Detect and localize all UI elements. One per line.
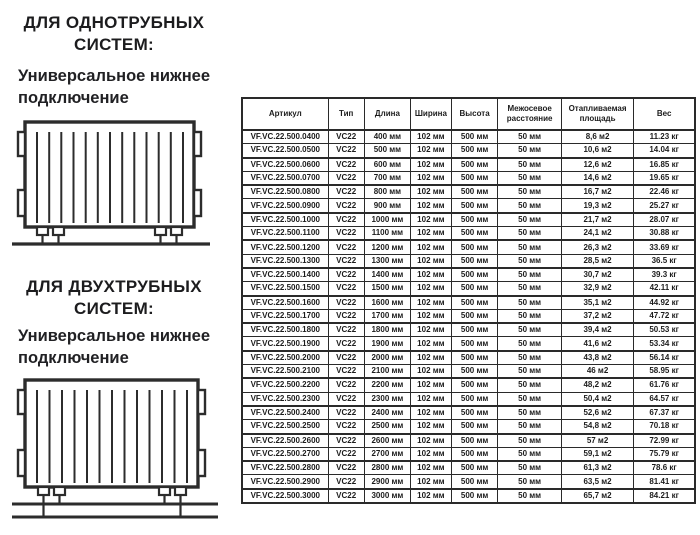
table-cell: 50 мм [498, 392, 561, 406]
table-cell: 28.07 кг [634, 213, 695, 227]
table-cell: 64.57 кг [634, 392, 695, 406]
table-cell: 50 мм [498, 337, 561, 351]
table-cell: 32,9 м2 [561, 282, 633, 296]
table-cell: 50 мм [498, 199, 561, 213]
table-cell: 1900 мм [364, 337, 410, 351]
table-cell: 47.72 кг [634, 309, 695, 323]
table-cell: 500 мм [451, 461, 498, 475]
column-header: Межосевое расстояние [498, 98, 561, 130]
table-cell: 500 мм [451, 130, 498, 144]
sidebar [0, 0, 240, 535]
table-cell: 11.23 кг [634, 130, 695, 144]
table-cell: 16,7 м2 [561, 185, 633, 199]
column-header: Тип [328, 98, 364, 130]
table-cell: 50 мм [498, 130, 561, 144]
table-cell: 900 мм [364, 199, 410, 213]
table-cell: 67.37 кг [634, 406, 695, 420]
table-cell: 2200 мм [364, 378, 410, 392]
table-cell: 50 мм [498, 296, 561, 310]
radiator-single-pipe-diagram [12, 116, 214, 250]
table-cell: VC22 [328, 130, 364, 144]
table-cell: 500 мм [451, 213, 498, 227]
table-cell: 800 мм [364, 185, 410, 199]
table-cell: 102 мм [411, 406, 452, 420]
table-cell: 50 мм [498, 406, 561, 420]
table-cell: VF.VC.22.500.2600 [242, 434, 328, 448]
table-cell: VC22 [328, 337, 364, 351]
table-row [242, 254, 695, 268]
table-cell: 50 мм [498, 268, 561, 282]
table-cell: VC22 [328, 199, 364, 213]
table-row [242, 268, 695, 282]
table-cell: VF.VC.22.500.2500 [242, 420, 328, 434]
table-cell: 102 мм [411, 434, 452, 448]
table-cell: 30.88 кг [634, 227, 695, 241]
table-cell: 50 мм [498, 213, 561, 227]
table-row [242, 365, 695, 379]
table-cell: 400 мм [364, 130, 410, 144]
table-cell: 78.6 кг [634, 461, 695, 475]
table-cell: VC22 [328, 447, 364, 461]
table-cell: 50 мм [498, 378, 561, 392]
table-cell: VC22 [328, 323, 364, 337]
table-cell: 50 мм [498, 171, 561, 185]
table-cell: 500 мм [451, 365, 498, 379]
table-cell: 102 мм [411, 378, 452, 392]
table-cell: 65,7 м2 [561, 489, 633, 503]
table-cell: 500 мм [451, 171, 498, 185]
table-row [242, 434, 695, 448]
table-cell: 2900 мм [364, 475, 410, 489]
table-cell: 102 мм [411, 282, 452, 296]
table-cell: 2100 мм [364, 365, 410, 379]
table-cell: 2800 мм [364, 461, 410, 475]
table-cell: VF.VC.22.500.3000 [242, 489, 328, 503]
table-cell: VF.VC.22.500.1400 [242, 268, 328, 282]
table-cell: 50 мм [498, 489, 561, 503]
table-cell: 42.11 кг [634, 282, 695, 296]
table-cell: 50,4 м2 [561, 392, 633, 406]
table-cell: 1100 мм [364, 227, 410, 241]
table-cell: VF.VC.22.500.2300 [242, 392, 328, 406]
table-cell: 102 мм [411, 461, 452, 475]
table-cell: 39,4 м2 [561, 323, 633, 337]
table-cell: VF.VC.22.500.2100 [242, 365, 328, 379]
table-row [242, 475, 695, 489]
table-row [242, 282, 695, 296]
table-row [242, 144, 695, 158]
table-cell: VF.VC.22.500.0500 [242, 144, 328, 158]
table-cell: 1700 мм [364, 309, 410, 323]
table-cell: 102 мм [411, 489, 452, 503]
table-cell: VF.VC.22.500.0800 [242, 185, 328, 199]
column-header: Длина [364, 98, 410, 130]
column-header: Артикул [242, 98, 328, 130]
table-cell: VC22 [328, 420, 364, 434]
table-cell: 61,3 м2 [561, 461, 633, 475]
table-cell: VF.VC.22.500.1700 [242, 309, 328, 323]
column-header: Отапливаемая площадь [561, 98, 633, 130]
table-cell: 19.65 кг [634, 171, 695, 185]
table-cell: VF.VC.22.500.2200 [242, 378, 328, 392]
table-row [242, 296, 695, 310]
table-cell: 50 мм [498, 420, 561, 434]
table-cell: 57 м2 [561, 434, 633, 448]
table-cell: VC22 [328, 213, 364, 227]
table-cell: 50 мм [498, 282, 561, 296]
table-cell: VC22 [328, 365, 364, 379]
table-cell: 50.53 кг [634, 323, 695, 337]
table-cell: 2300 мм [364, 392, 410, 406]
table-cell: 50 мм [498, 309, 561, 323]
table-cell: 102 мм [411, 185, 452, 199]
table-cell: 2500 мм [364, 420, 410, 434]
table-cell: 500 мм [451, 268, 498, 282]
table-cell: 50 мм [498, 447, 561, 461]
table-cell: VC22 [328, 309, 364, 323]
table-cell: 500 мм [451, 392, 498, 406]
table-cell: 500 мм [451, 199, 498, 213]
table-cell: 1600 мм [364, 296, 410, 310]
table-cell: 33.69 кг [634, 240, 695, 254]
table-cell: VF.VC.22.500.1200 [242, 240, 328, 254]
table-cell: 39.3 кг [634, 268, 695, 282]
table-row [242, 227, 695, 241]
table-row [242, 171, 695, 185]
table-cell: 50 мм [498, 254, 561, 268]
column-header: Ширина [411, 98, 452, 130]
table-cell: 102 мм [411, 240, 452, 254]
table-cell: 26,3 м2 [561, 240, 633, 254]
table-cell: VF.VC.22.500.0400 [242, 130, 328, 144]
table-cell: 37,2 м2 [561, 309, 633, 323]
table-cell: 500 мм [451, 434, 498, 448]
table-cell: 500 мм [451, 447, 498, 461]
table-cell: VF.VC.22.500.2700 [242, 447, 328, 461]
table-cell: VC22 [328, 185, 364, 199]
table-cell: 102 мм [411, 254, 452, 268]
table-cell: 50 мм [498, 240, 561, 254]
table-cell: 500 мм [451, 420, 498, 434]
table-row [242, 337, 695, 351]
table-cell: 500 мм [451, 240, 498, 254]
table-cell: 50 мм [498, 461, 561, 475]
table-row [242, 199, 695, 213]
table-cell: 8,6 м2 [561, 130, 633, 144]
table-row [242, 213, 695, 227]
table-cell: 35,1 м2 [561, 296, 633, 310]
table-cell: VF.VC.22.500.0600 [242, 158, 328, 172]
table-cell: 102 мм [411, 227, 452, 241]
table-cell: VF.VC.22.500.2800 [242, 461, 328, 475]
table-cell: VC22 [328, 240, 364, 254]
table-cell: VC22 [328, 158, 364, 172]
table-cell: 1500 мм [364, 282, 410, 296]
table-cell: 50 мм [498, 185, 561, 199]
table-cell: VF.VC.22.500.2400 [242, 406, 328, 420]
table-cell: VC22 [328, 144, 364, 158]
table-cell: 54,8 м2 [561, 420, 633, 434]
spec-table [241, 97, 696, 504]
section-heading-two-pipe: ДЛЯ ДВУХТРУБНЫХ СИСТЕМ: [26, 277, 202, 319]
table-cell: 500 мм [451, 158, 498, 172]
table-cell: 43,8 м2 [561, 351, 633, 365]
table-cell: VC22 [328, 282, 364, 296]
table-cell: VC22 [328, 268, 364, 282]
table-row [242, 158, 695, 172]
table-cell: 500 мм [451, 351, 498, 365]
table-row [242, 392, 695, 406]
table-cell: 63,5 м2 [561, 475, 633, 489]
table-cell: 102 мм [411, 268, 452, 282]
table-cell: 44.92 кг [634, 296, 695, 310]
table-cell: VF.VC.22.500.1600 [242, 296, 328, 310]
table-cell: 14.04 кг [634, 144, 695, 158]
table-cell: VF.VC.22.500.1900 [242, 337, 328, 351]
table-cell: 700 мм [364, 171, 410, 185]
table-cell: 500 мм [451, 227, 498, 241]
table-row [242, 447, 695, 461]
table-cell: 28,5 м2 [561, 254, 633, 268]
table-cell: VF.VC.22.500.0700 [242, 171, 328, 185]
table-cell: 84.21 кг [634, 489, 695, 503]
table-cell: 36.5 кг [634, 254, 695, 268]
table-cell: 102 мм [411, 213, 452, 227]
table-cell: VC22 [328, 475, 364, 489]
table-cell: 25.27 кг [634, 199, 695, 213]
table-cell: 102 мм [411, 199, 452, 213]
table-cell: VC22 [328, 254, 364, 268]
table-cell: VC22 [328, 351, 364, 365]
table-row [242, 309, 695, 323]
table-header-row [242, 98, 695, 130]
table-cell: VF.VC.22.500.1500 [242, 282, 328, 296]
table-cell: 102 мм [411, 365, 452, 379]
table-cell: 21,7 м2 [561, 213, 633, 227]
table-cell: VF.VC.22.500.1800 [242, 323, 328, 337]
table-cell: 22.46 кг [634, 185, 695, 199]
table-cell: 50 мм [498, 158, 561, 172]
table-cell: VF.VC.22.500.1100 [242, 227, 328, 241]
table-cell: VF.VC.22.500.1000 [242, 213, 328, 227]
table-cell: 1200 мм [364, 240, 410, 254]
table-cell: 500 мм [451, 185, 498, 199]
table-cell: VF.VC.22.500.2900 [242, 475, 328, 489]
table-cell: 102 мм [411, 144, 452, 158]
table-cell: 58.95 кг [634, 365, 695, 379]
table-cell: 500 мм [451, 309, 498, 323]
table-cell: 102 мм [411, 296, 452, 310]
table-cell: 56.14 кг [634, 351, 695, 365]
table-cell: 61.76 кг [634, 378, 695, 392]
table-cell: VF.VC.22.500.0900 [242, 199, 328, 213]
table-row [242, 130, 695, 144]
spec-table-head [242, 98, 695, 130]
table-cell: VC22 [328, 392, 364, 406]
table-cell: 102 мм [411, 158, 452, 172]
table-cell: 500 мм [451, 406, 498, 420]
table-cell: 500 мм [451, 489, 498, 503]
table-cell: 72.99 кг [634, 434, 695, 448]
table-cell: 14,6 м2 [561, 171, 633, 185]
table-cell: 50 мм [498, 323, 561, 337]
table-cell: 500 мм [451, 144, 498, 158]
table-cell: VC22 [328, 378, 364, 392]
table-cell: 500 мм [451, 378, 498, 392]
column-header: Высота [451, 98, 498, 130]
table-cell: 16.85 кг [634, 158, 695, 172]
spec-table-body [242, 130, 695, 503]
table-cell: VC22 [328, 227, 364, 241]
table-row [242, 378, 695, 392]
table-cell: 2600 мм [364, 434, 410, 448]
table-cell: VC22 [328, 434, 364, 448]
table-cell: 50 мм [498, 227, 561, 241]
table-cell: 102 мм [411, 447, 452, 461]
table-cell: 102 мм [411, 323, 452, 337]
table-cell: 48,2 м2 [561, 378, 633, 392]
table-cell: VC22 [328, 406, 364, 420]
table-cell: 59,1 м2 [561, 447, 633, 461]
table-cell: 500 мм [451, 282, 498, 296]
table-row [242, 351, 695, 365]
table-cell: 102 мм [411, 130, 452, 144]
table-cell: 50 мм [498, 475, 561, 489]
table-row [242, 489, 695, 503]
table-cell: 102 мм [411, 309, 452, 323]
table-cell: 102 мм [411, 392, 452, 406]
table-cell: 46 м2 [561, 365, 633, 379]
table-cell: 102 мм [411, 351, 452, 365]
table-cell: 500 мм [451, 475, 498, 489]
table-cell: 2400 мм [364, 406, 410, 420]
table-cell: 500 мм [451, 337, 498, 351]
table-row [242, 185, 695, 199]
table-cell: 600 мм [364, 158, 410, 172]
section-subheading-single-pipe: Универсальное нижнее подключение [18, 67, 211, 107]
table-cell: 50 мм [498, 351, 561, 365]
table-cell: 81.41 кг [634, 475, 695, 489]
table-cell: 2000 мм [364, 351, 410, 365]
table-cell: 53.34 кг [634, 337, 695, 351]
table-cell: 30,7 м2 [561, 268, 633, 282]
table-cell: 500 мм [451, 296, 498, 310]
table-row [242, 323, 695, 337]
table-row [242, 420, 695, 434]
table-cell: 500 мм [451, 254, 498, 268]
table-cell: 50 мм [498, 365, 561, 379]
table-cell: VF.VC.22.500.1300 [242, 254, 328, 268]
table-cell: 3000 мм [364, 489, 410, 503]
table-cell: VF.VC.22.500.2000 [242, 351, 328, 365]
table-cell: 102 мм [411, 337, 452, 351]
table-cell: 70.18 кг [634, 420, 695, 434]
table-row [242, 406, 695, 420]
table-cell: 41,6 м2 [561, 337, 633, 351]
table-cell: 2700 мм [364, 447, 410, 461]
table-cell: 500 мм [364, 144, 410, 158]
table-row [242, 461, 695, 475]
column-header: Вес [634, 98, 695, 130]
table-cell: 102 мм [411, 171, 452, 185]
table-cell: 102 мм [411, 475, 452, 489]
radiator-two-pipe-diagram [12, 374, 220, 524]
table-cell: 19,3 м2 [561, 199, 633, 213]
table-cell: 1800 мм [364, 323, 410, 337]
table-cell: 10,6 м2 [561, 144, 633, 158]
table-cell: 24,1 м2 [561, 227, 633, 241]
table-cell: 1300 мм [364, 254, 410, 268]
section-subheading-two-pipe: Универсальное нижнее подключение [18, 327, 211, 367]
table-cell: 52,6 м2 [561, 406, 633, 420]
table-cell: 50 мм [498, 434, 561, 448]
table-cell: VC22 [328, 489, 364, 503]
table-cell: VC22 [328, 296, 364, 310]
section-heading-single-pipe: ДЛЯ ОДНОТРУБНЫХ СИСТЕМ: [23, 13, 205, 55]
table-cell: 75.79 кг [634, 447, 695, 461]
table-cell: VC22 [328, 171, 364, 185]
table-cell: VC22 [328, 461, 364, 475]
table-area [241, 97, 697, 504]
table-cell: 1000 мм [364, 213, 410, 227]
table-cell: 1400 мм [364, 268, 410, 282]
table-cell: 12,6 м2 [561, 158, 633, 172]
table-cell: 102 мм [411, 420, 452, 434]
table-cell: 500 мм [451, 323, 498, 337]
table-cell: 50 мм [498, 144, 561, 158]
table-row [242, 240, 695, 254]
